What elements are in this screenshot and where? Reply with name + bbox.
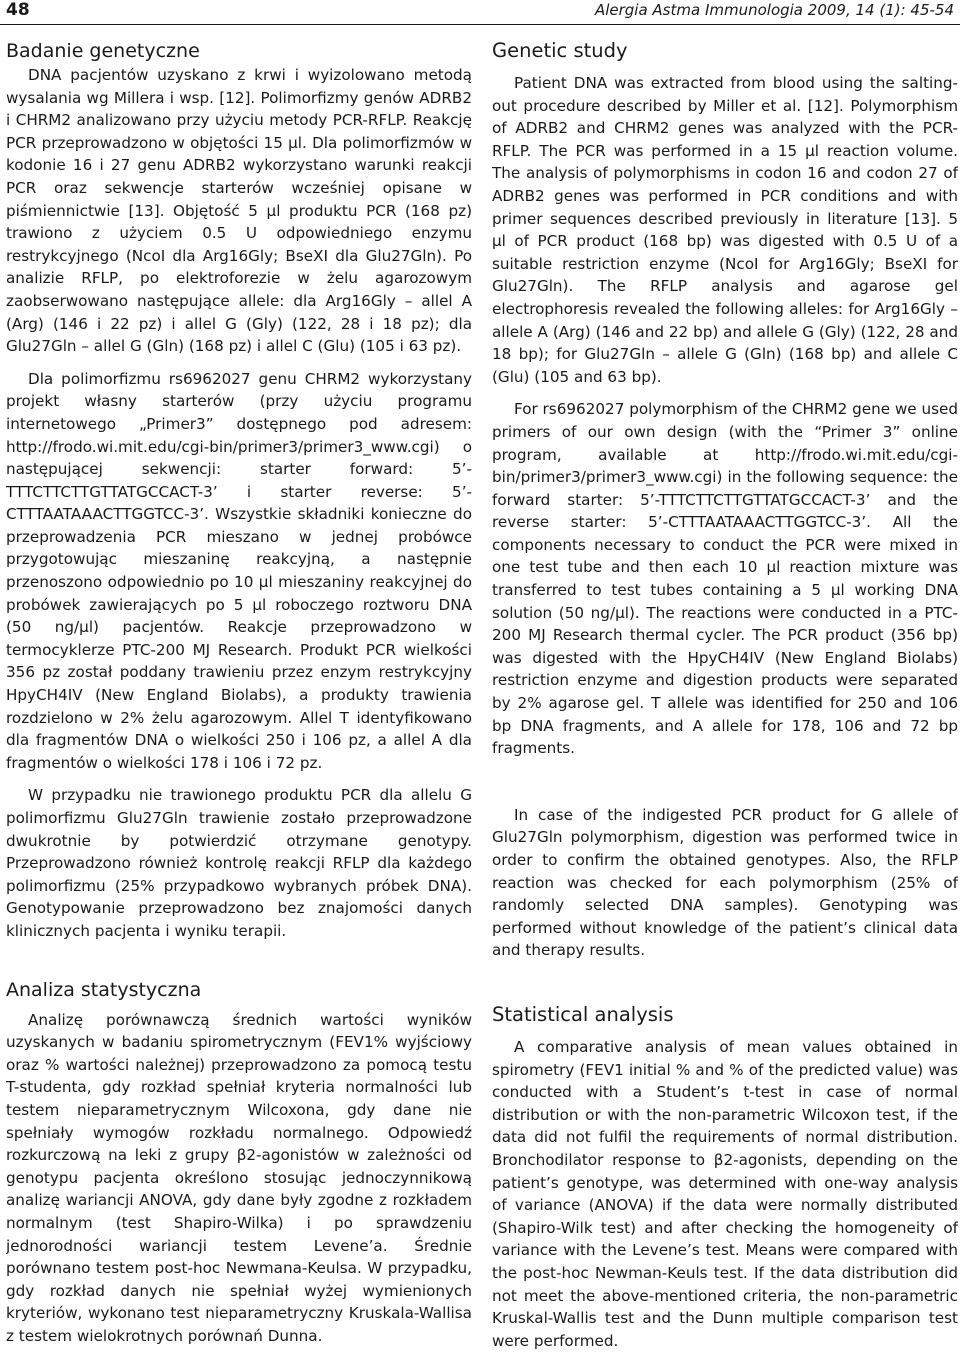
paragraph: In case of the indigested PCR product for G allele of Glu27Gln polymorphism, digestion was performed twice in order to confirm the obtained genotypes. Also, the RFLP reaction was checked for each polymorphism (25% of randomly selected DNA samples). Genotyping was performed without knowledge of the patient’s clinical data and therapy results. — [492, 805, 958, 960]
paragraph: DNA pacjentów uzyskano z krwi i wyizolowano metodą wysalania wg Millera i wsp. [12]. Polimorfizmy genów ADRB2 i CHRM2 analizowano przy użyciu metody PCR-RFLP. Reakcję PCR przeprowadzono w objętości 15 µl. Dla polimorfizmów w kodonie 16 i 27 genu ADRB2 wykorzystano warunki reakcji PCR oraz sekwencje starterów wcześniej opisane w piśmiennictwie [13]. Objętość 5 µl produktu PCR (168 pz) trawiono z użyciem 0.5 U odpowiedniego enzymu restrykcyjnego (NcoI dla Arg16Gly; BseXI dla Glu27Gln). Po analizie RFLP, po elektroforezie w żelu agarozowym zaobserwowano następujące allele: dla Arg16Gly – allel A (Arg) (146 i 22 pz) i allel G (Gly) (122, 28 i 18 pz); dla Glu27Gln – allel G (Gln) (168 pz) i allel C (Glu) (105 i 63 pz). — [6, 66, 472, 356]
polish-column — [6, 38, 472, 1368]
section-heading-badanie-genetyczne: Badanie genetyczne — [6, 40, 200, 62]
page-number: 48 — [6, 0, 30, 20]
section-heading-analiza-statystyczna: Analiza statystyczna — [6, 978, 202, 1001]
paragraph: Patient DNA was extracted from blood using the salting-out procedure described by Miller et al. [12]. Polymorphism of ADRB2 and CHRM2 genes was analyzed with the PCR-RFLP. The PCR was performed in a 15 µl reaction volume. The analysis of polymorphisms in codon 16 and codon 27 of ADRB2 genes was performed in PCR conditions and with primer sequences described previously in literature [13]. 5 µl of PCR product (168 bp) was digested with 0.5 U of a suitable restriction enzyme (NcoI for Arg16Gly; BseXI for Glu27Gln). The RFLP analysis and agarose gel electrophoresis revealed the following alleles: for Arg16Gly – allele A (Arg) (146 and 22 bp) and allele G (Gly) (122, 28 and 18 bp); for Glu27Gln – allele G (Gln) (168 bp) and allele C (Glu) (105 and 63 bp). — [492, 74, 958, 386]
paragraph: W przypadku nie trawionego produktu PCR dla allelu G polimorfizmu Glu27Gln trawienie zostało przeprowadzone dwukrotnie by potwierdzić otrzymane genotypy. Przeprowadzono również kontrolę reakcji RFLP dla każdego polimorfizmu (25% przypadkowo wybranych próbek DNA). Genotypowanie przeprowadzono bez znajomości danych klinicznych pacjenta i wyniku terapii. — [6, 786, 472, 940]
journal-citation: Alergia Astma Immunologia 2009, 14 (1): 45-54 — [594, 1, 954, 19]
section-heading-genetic-study: Genetic study — [492, 39, 628, 62]
running-header — [0, 0, 960, 25]
paragraph: For rs6962027 polymorphism of the CHRM2 gene we used primers of our own design (with the “Primer 3” online program, available at http://frodo.wi.mit.edu/cgi-bin/primer3/primer3_www.cgi) in the following sequence: the forward starter: 5’-TTTCTTCTTGTTATGCCACT-3’ and the reverse starter: 5’-CTTTAATAAACTTGGTCC-3’. All the components necessary to conduct the PCR were mixed in one test tube and then each 10 µl reaction mixture was transferred to test tubes containing a 5 µl working DNA solution (50 ng/µl). The reactions were conducted in a PTC-200 MJ Research thermal cycler. The PCR product (356 bp) was digested with the HpyCH4IV (New England Biolabs) restriction enzyme and digestion products were separated by 2% agarose gel. T allele was identified for 250 and 106 bp DNA fragments, and A allele for 178, 106 and 72 bp fragments. — [492, 400, 958, 758]
paragraph: A comparative analysis of mean values obtained in spirometry (FEV1 initial % and % of the predicted value) was conducted with a Student’s t-test in case of normal distribution or with the non-parametric Wilcoxon test, if the data did not fulfil the requirements of normal distribution. Bronchodilator response to β2-agonists, depending on the patient’s genotype, was determined with one-way analysis of variance (ANOVA) if the data were normally distributed (Shapiro-Wilk test) and after checking the homogeneity of variance with the Levene’s test. Means were compared with the post-hoc Newman-Keuls test. If the data distribution did not meet the above-mentioned criteria, the non-parametric Kruskal-Wallis test and the Dunn multiple comparison test were performed. — [492, 1037, 958, 1350]
english-column — [492, 38, 958, 1368]
section-heading-statistical-analysis: Statistical analysis — [492, 1002, 674, 1026]
paragraph: Dla polimorfizmu rs6962027 genu CHRM2 wykorzystany projekt własny starterów (przy użyciu programu internetowego „Primer3” dostępnego pod adresem: http://frodo.wi.mit.edu/cgi-bin/primer3/primer3_www.cgi) o następującej sekwencji: starter forward: 5’-TTTCTTCTTGTTATGCCACT-3’ i starter reverse: 5’-CTTTAATAAACTTGGTCC-3’. Wszystkie składniki konieczne do przeprowadzenia PCR mieszano w jednej probówce przygotowując mieszaninę reakcyjną, a następnie przenoszono odpowiednio po 10 µl mieszaniny reakcyjnej do probówek zawierających po 5 µl roboczego roztworu DNA (50 ng/µl) pacjentów. Reakcje przeprowadzono w termocyklerze PTC-200 MJ Research. Produkt PCR wielkości 356 pz został poddany trawieniu przez enzym restrykcyjny HpyCH4IV (New England Biolabs), a produkty trawienia rozdzielono w 2% żelu agarozowym. Allel T identyfikowano dla fragmentów DNA o wielkości 250 i 106 pz, a allel A dla fragmentów o wielkości 178 i 106 i 72 pz. — [6, 369, 472, 772]
paragraph: Analizę porównawczą średnich wartości wyników uzyskanych w badaniu spirometrycznym (FEV1% wyjściowy oraz % wartości należnej) przeprowadzono za pomocą testu T-studenta, gdy rozkład spełniał kryteria normalności lub testem nieparametrycznym Wilcoxona, gdy dane nie spełniały wymogów rozkładu normalnego. Odpowiedź rozkurczową na leki z grupy β2-agonistów w zależności od genotypu pacjenta określono stosując jednoczynnikową analizę wariancji ANOVA, gdy dane były zgodne z rozkładem normalnym (test Shapiro-Wilka) i po sprawdzeniu jednorodności wariancji testem Levene’a. Średnie porównano testem post-hoc Newmana-Keulsa. W przypadku, gdy rozkład danych nie spełniał wyżej wymienionych kryteriów, wykonano test nieparametryczny Kruskala-Wallisa z testem wielokrotnych porównań Dunna. — [6, 1010, 472, 1345]
